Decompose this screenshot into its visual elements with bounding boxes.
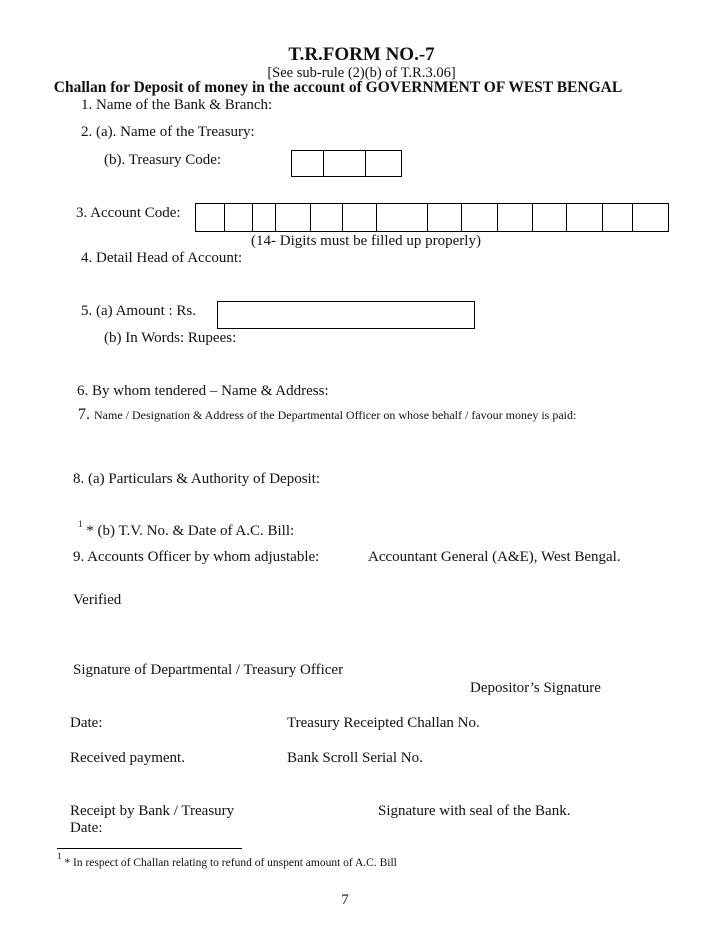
footnote-marker: 1 — [78, 519, 83, 529]
account-code-box[interactable] — [225, 204, 253, 231]
account-code-box[interactable] — [603, 204, 633, 231]
tendered-by-label: 6. By whom tendered – Name & Address: — [77, 383, 329, 399]
account-code-box[interactable] — [633, 204, 668, 231]
sub-rule-reference: [See sub-rule (2)(b) of T.R.3.06] — [267, 65, 456, 81]
particulars-label: 8. (a) Particulars & Authority of Deposit: — [73, 471, 321, 487]
treasury-code-boxes[interactable] — [291, 150, 402, 177]
detail-head-label: 4. Detail Head of Account: — [81, 250, 243, 266]
treasury-name-label: 2. (a). Name of the Treasury: — [81, 124, 255, 140]
amount-input[interactable] — [217, 301, 475, 329]
account-code-box[interactable] — [533, 204, 568, 231]
account-code-box[interactable] — [567, 204, 603, 231]
account-code-box[interactable] — [343, 204, 377, 231]
footnote-text: * In respect of Challan relating to refund of unspent amount of A.C. Bill — [64, 856, 397, 869]
amount-label: 5. (a) Amount : Rs. — [81, 303, 196, 319]
receipt-by-label: Receipt by Bank / Treasury — [70, 803, 235, 819]
account-code-box[interactable] — [311, 204, 344, 231]
dept-signature-label: Signature of Departmental / Treasury Officer — [73, 662, 344, 678]
account-code-box[interactable] — [377, 204, 428, 231]
accounts-officer-label: 9. Accounts Officer by whom adjustable: — [73, 549, 320, 565]
officer-number: 7. — [78, 406, 90, 423]
footnote-divider — [57, 848, 242, 849]
receipted-challan-label: Treasury Receipted Challan No. — [287, 715, 480, 731]
form-title: T.R.FORM NO.-7 — [288, 44, 435, 65]
officer-label: Name / Designation & Address of the Departmental Officer on whose behalf / favour money is paid: — [94, 408, 577, 422]
bank-seal-label: Signature with seal of the Bank. — [378, 803, 571, 819]
tv-no-label: * (b) T.V. No. & Date of A.C. Bill: — [86, 523, 295, 539]
account-code-box[interactable] — [276, 204, 311, 231]
date-label: Date: — [70, 715, 103, 731]
account-code-boxes[interactable] — [195, 203, 669, 232]
receipt-date-label: Date: — [70, 820, 103, 836]
treasury-code-box[interactable] — [324, 151, 365, 176]
account-code-box[interactable] — [253, 204, 276, 231]
footnote — [57, 853, 397, 869]
verified-label: Verified — [73, 592, 122, 608]
treasury-code-box[interactable] — [292, 151, 324, 176]
account-code-box[interactable] — [462, 204, 498, 231]
page-number: 7 — [341, 892, 349, 908]
treasury-code-box[interactable] — [366, 151, 401, 176]
received-payment-label: Received payment. — [70, 750, 185, 766]
accounts-officer-value: Accountant General (A&E), West Bengal. — [368, 549, 621, 565]
challan-heading: Challan for Deposit of money in the account of GOVERNMENT OF WEST BENGAL — [53, 79, 623, 96]
account-code-box[interactable] — [428, 204, 462, 231]
officer-item — [78, 406, 576, 424]
depositor-signature-label: Depositor’s Signature — [470, 680, 601, 696]
scroll-serial-label: Bank Scroll Serial No. — [287, 750, 423, 766]
bank-branch-label: 1. Name of the Bank & Branch: — [81, 97, 273, 113]
account-code-label: 3. Account Code: — [76, 205, 181, 221]
account-code-note: (14- Digits must be filled up properly) — [251, 233, 481, 249]
account-code-box[interactable] — [498, 204, 533, 231]
treasury-code-label: (b). Treasury Code: — [104, 152, 222, 168]
account-code-box[interactable] — [196, 204, 225, 231]
tv-no-item — [78, 521, 294, 540]
in-words-label: (b) In Words: Rupees: — [104, 330, 237, 346]
footnote-number: 1 — [57, 851, 62, 861]
